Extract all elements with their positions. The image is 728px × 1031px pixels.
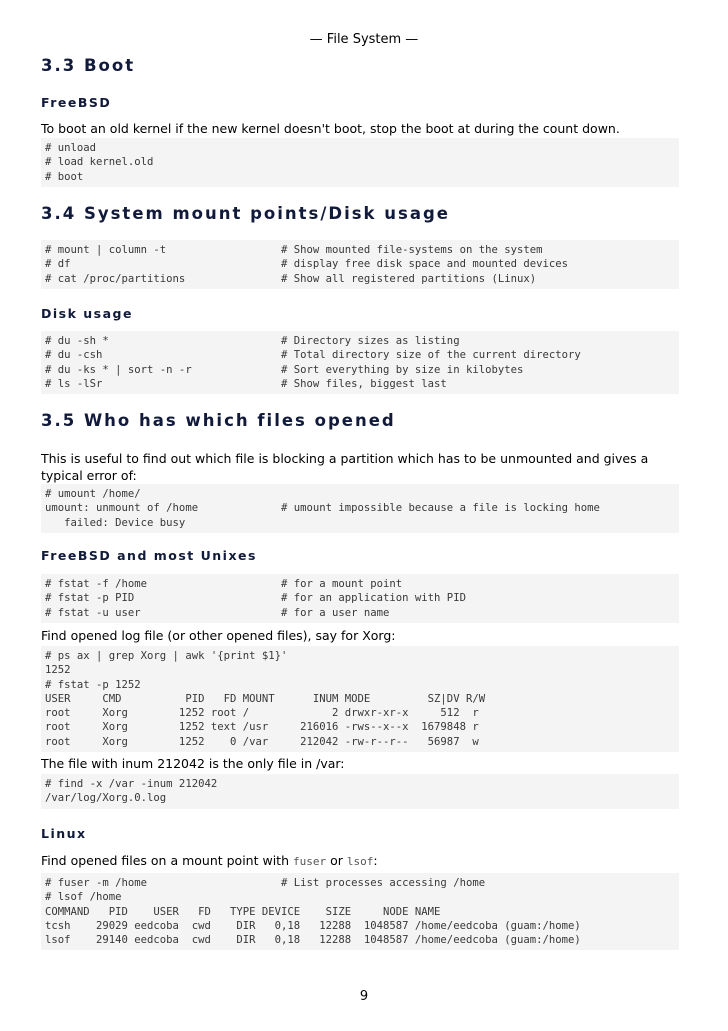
linux-text-prefix: Find opened files on a mount point with bbox=[41, 853, 293, 868]
code-line: # fstat -p PID # for an application with PID bbox=[45, 592, 466, 605]
section-3-5-title: 3.5 Who has which files opened bbox=[41, 411, 396, 430]
boot-intro-text: To boot an old kernel if the new kernel doesn't boot, stop the boot at during the count down. bbox=[41, 121, 620, 136]
code-line: # boot bbox=[45, 170, 84, 183]
code-line: root Xorg 1252 0 /var 212042 -rw-r--r-- 56987 w bbox=[45, 735, 479, 748]
code-line: 1252 bbox=[45, 664, 71, 677]
code-line: # ls -lSr # Show files, biggest last bbox=[45, 377, 447, 390]
code-line: COMMAND PID USER FD TYPE DEVICE SIZE NODE NAME bbox=[45, 905, 441, 918]
code-line: failed: Device busy bbox=[45, 516, 186, 529]
code-line: # cat /proc/partitions # Show all registered partitions (Linux) bbox=[45, 272, 537, 285]
code-line: root Xorg 1252 root / 2 drwxr-xr-x 512 r bbox=[45, 707, 479, 720]
code-line: /var/log/Xorg.0.log bbox=[45, 792, 167, 805]
fuser-command: fuser bbox=[292, 855, 327, 868]
disk-usage-heading: Disk usage bbox=[41, 306, 133, 321]
fuser-lsof-code-block bbox=[41, 873, 679, 950]
code-line: umount: unmount of /home # umount impossible because a file is locking home bbox=[45, 502, 600, 515]
section-3-3-title: 3.3 Boot bbox=[41, 56, 136, 75]
code-line: # du -ks * | sort -n -r # Sort everything by size in kilobytes bbox=[45, 363, 524, 376]
code-line: # load kernel.old bbox=[45, 156, 154, 169]
code-line: # ps ax | grep Xorg | awk '{print $1}' bbox=[45, 650, 288, 662]
mount-code-block bbox=[41, 240, 679, 289]
code-line: # unload bbox=[45, 142, 97, 154]
code-line: USER CMD PID FD MOUNT INUM MODE SZ|DV R/W bbox=[45, 692, 486, 705]
code-line: lsof 29140 eedcoba cwd DIR 0,18 12288 1048587 /home/eedcoba (guam:/home) bbox=[45, 934, 581, 947]
open-files-intro-text: This is useful to find out which file is blocking a partition which has to be unmounted and gives a typical error of: bbox=[41, 451, 649, 483]
inum-text: The file with inum 212042 is the only file in /var: bbox=[41, 756, 345, 771]
linux-text-or: or bbox=[326, 853, 347, 868]
code-line: # umount /home/ bbox=[45, 488, 141, 500]
lsof-command: lsof bbox=[346, 855, 374, 868]
disk-usage-code-block bbox=[41, 331, 679, 394]
fstat-code-block bbox=[41, 574, 679, 623]
section-3-4-title: 3.4 System mount points/Disk usage bbox=[41, 204, 450, 223]
code-line: # find -x /var -inum 212042 bbox=[45, 778, 218, 790]
logfile-text: Find opened log file (or other opened files), say for Xorg: bbox=[41, 628, 396, 643]
freebsd-unixes-heading: FreeBSD and most Unixes bbox=[41, 548, 257, 563]
code-line: # lsof /home bbox=[45, 891, 122, 904]
linux-text bbox=[41, 852, 681, 870]
xorg-code-block bbox=[41, 646, 679, 752]
code-line: # fstat -u user # for a user name bbox=[45, 606, 390, 619]
code-line: # du -sh * # Directory sizes as listing bbox=[45, 335, 460, 347]
code-line: root Xorg 1252 text /usr 216016 -rws--x--x 1679848 r bbox=[45, 721, 479, 734]
code-line: tcsh 29029 eedcoba cwd DIR 0,18 12288 1048587 /home/eedcoba (guam:/home) bbox=[45, 919, 581, 932]
find-code-block bbox=[41, 774, 679, 809]
linux-text-colon: : bbox=[373, 853, 378, 868]
code-line: # mount | column -t # Show mounted file-systems on the system bbox=[45, 244, 543, 256]
boot-code-block bbox=[41, 138, 679, 187]
linux-heading: Linux bbox=[41, 826, 87, 841]
page-number: 9 bbox=[359, 989, 369, 1004]
code-line: # df # display free disk space and mounted devices bbox=[45, 258, 568, 271]
code-line: # du -csh # Total directory size of the current directory bbox=[45, 349, 581, 362]
umount-code-block bbox=[41, 484, 679, 533]
code-line: # fuser -m /home # List processes accessing /home bbox=[45, 877, 486, 889]
code-line: # fstat -p 1252 bbox=[45, 678, 141, 691]
running-header: — File System — bbox=[309, 32, 419, 47]
freebsd-heading: FreeBSD bbox=[41, 95, 112, 110]
code-line: # fstat -f /home # for a mount point bbox=[45, 578, 403, 590]
